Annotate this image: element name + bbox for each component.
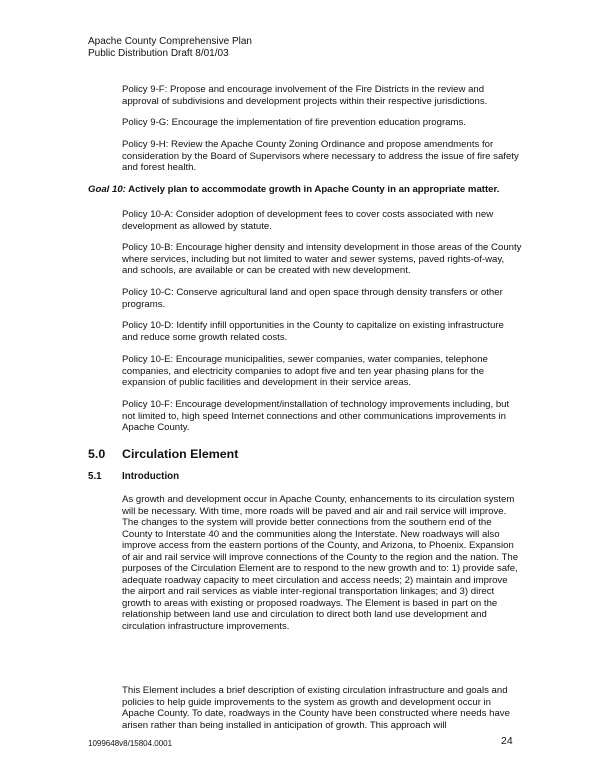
policy-9-g: Policy 9-G: Encourage the implementation of fire prevention education programs. bbox=[122, 117, 466, 128]
subsection-title: Introduction bbox=[122, 471, 180, 482]
goal-10-heading bbox=[88, 184, 499, 195]
goal-text: Actively plan to accommodate growth in Apache County in an appropriate matter. bbox=[125, 184, 500, 195]
intro-paragraph-1: As growth and development occur in Apache County, enhancements to its circulation system will be necessary. With time, more roads will be paved and air and rail service will improve. The changes to the system will provide better connections from the southern end of the County to Interstate 40 and the communities along the Interstate. New roadways will also improve access from the eastern portions of the County, and Arizona, to Phoenix. Expansion of air and rail service will improve connections of the County to the region and the nation. The purposes of the Circulation Element are to respond to the new growth and to: 1) provide safe, adequate roadway capacity to meet circulation and access needs; 2) maintain and improve the airport and rail services as viable inter-regional transportation linkages; and 3) direct growth to areas with existing or proposed roadways. The Element is based in part on the relationship between land use and circulation to direct both land use development and circulation infrastructure improvements. bbox=[122, 494, 519, 633]
subsection-number: 5.1 bbox=[88, 471, 102, 482]
policy-10-f: Policy 10-F: Encourage development/installation of technology improvements including, but not limited to, high speed Internet connections and other communications improvements in Apache County. bbox=[122, 399, 510, 434]
section-number: 5.0 bbox=[88, 447, 106, 461]
policy-10-b: Policy 10-B: Encourage higher density and intensity development in those areas of the County where services, including but not limited to water and sewer systems, paved rights-of-way, and schools, are available or can be created with new development. bbox=[122, 242, 522, 277]
policy-10-a: Policy 10-A: Consider adoption of development fees to cover costs associated with new development as allowed by statute. bbox=[122, 209, 494, 232]
policy-10-e: Policy 10-E: Encourage municipalities, sewer companies, water companies, telephone companies, and electricity companies to adopt five and ten year phasing plans for the expansion of public facilities and development in their service areas. bbox=[122, 354, 488, 389]
footer-document-id: 1099648v8/15804.0001 bbox=[88, 739, 173, 748]
goal-label: Goal 10: bbox=[88, 184, 126, 195]
policy-9-h: Policy 9-H: Review the Apache County Zoning Ordinance and propose amendments for consideration by the Board of Supervisors where necessary to address the issue of fire safety and forest health. bbox=[122, 139, 519, 174]
policy-10-c: Policy 10-C: Conserve agricultural land and open space through density transfers or other programs. bbox=[122, 287, 503, 310]
header-title: Apache County Comprehensive Plan bbox=[88, 36, 252, 47]
page-number: 24 bbox=[501, 735, 513, 747]
intro-paragraph-2: This Element includes a brief description of existing circulation infrastructure and goals and policies to help guide improvements to the system as growth and development occur in Apache County. To date, roadways in the County have been constructed where needs have arisen rather than being installed in anticipation of growth. This approach will bbox=[122, 685, 510, 731]
policy-10-d: Policy 10-D: Identify infill opportunities in the County to capitalize on existing infrastructure and reduce some growth related costs. bbox=[122, 320, 504, 343]
policy-9-f: Policy 9-F: Propose and encourage involvement of the Fire Districts in the review and approval of subdivisions and development projects within their respective jurisdictions. bbox=[122, 84, 488, 107]
header-subtitle: Public Distribution Draft 8/01/03 bbox=[88, 48, 229, 59]
section-title: Circulation Element bbox=[122, 447, 239, 461]
running-header bbox=[88, 36, 252, 60]
